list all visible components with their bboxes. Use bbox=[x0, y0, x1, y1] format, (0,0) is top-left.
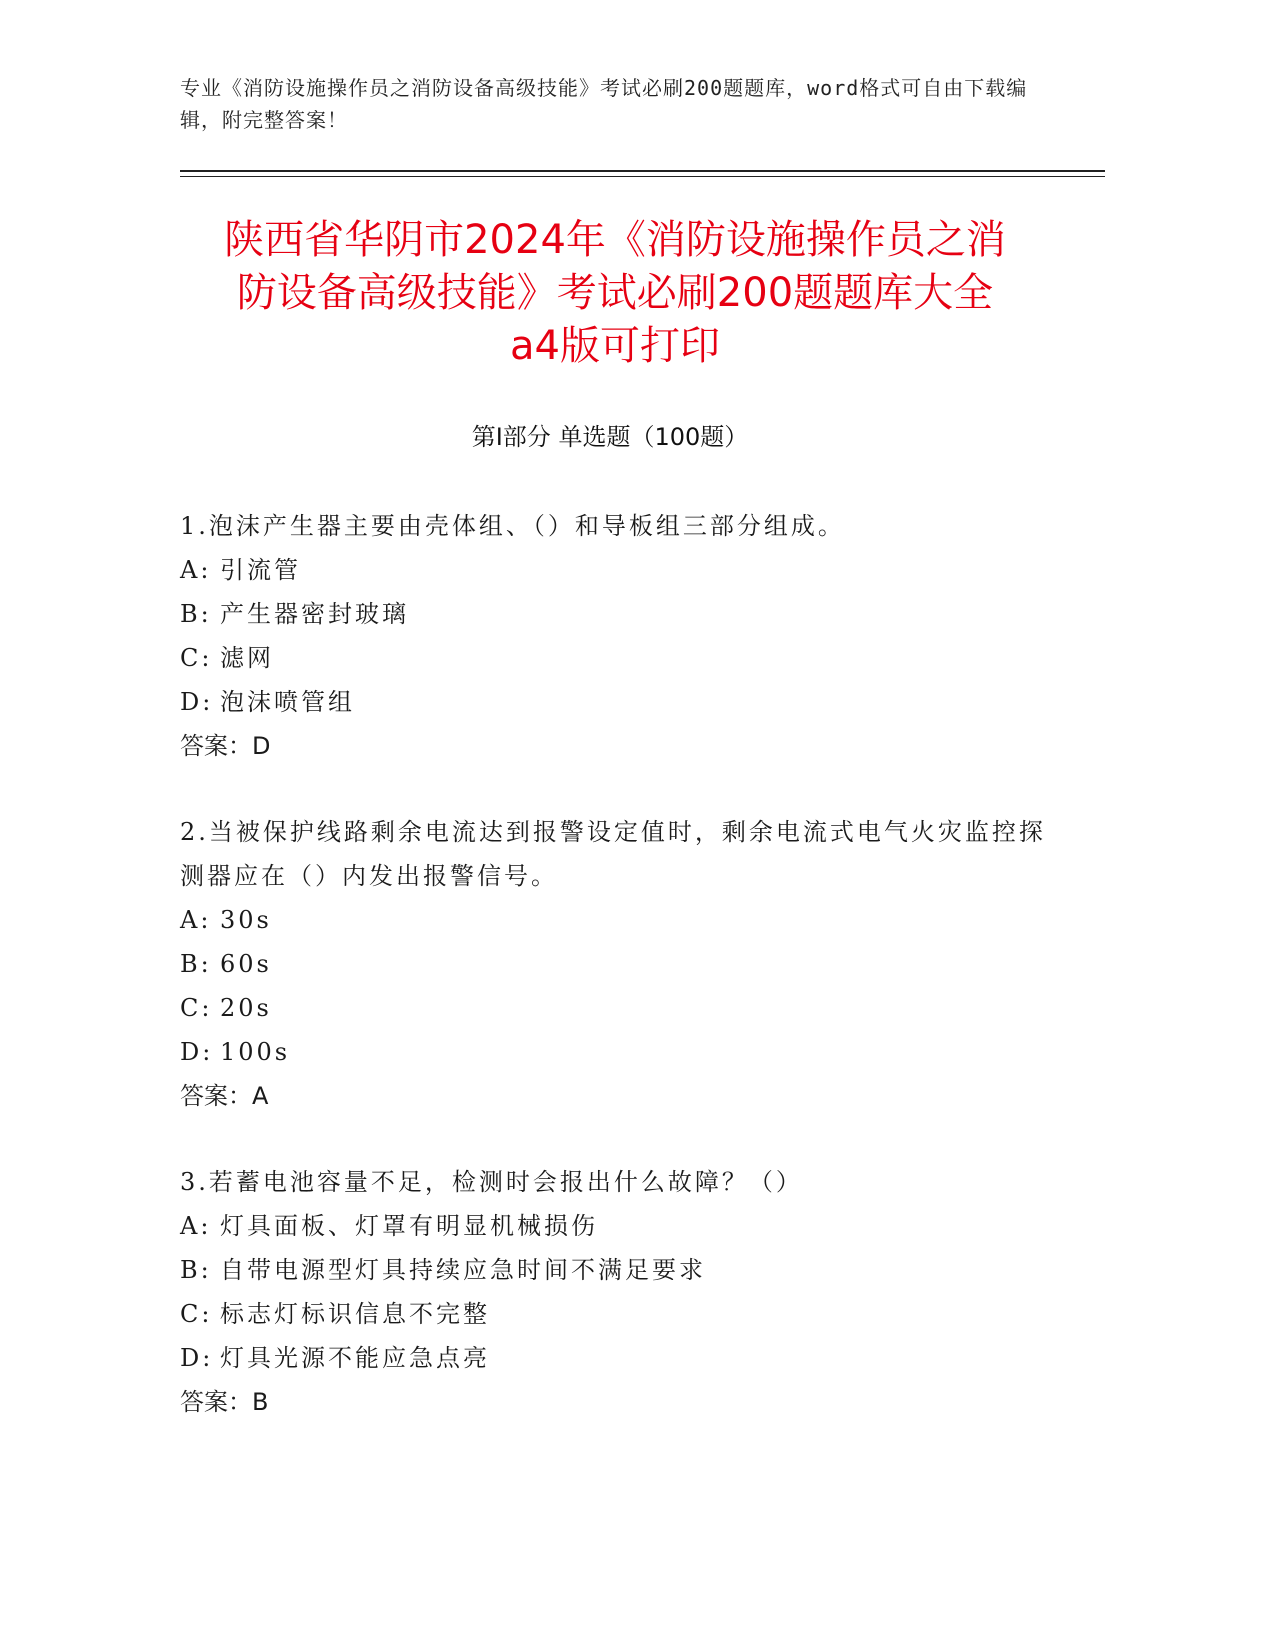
header-rule-thin bbox=[180, 176, 1105, 177]
option-key: A: bbox=[180, 906, 212, 934]
option-text: 滤网 bbox=[220, 644, 274, 672]
option-text: 自带电源型灯具持续应急时间不满足要求 bbox=[220, 1256, 706, 1284]
answer-line: 答案：B bbox=[180, 1388, 269, 1416]
question-stem: 2.当被保护线路剩余电流达到报警设定值时，剩余电流式电气火灾监控探测器应在（）内发出报警信号。 bbox=[180, 818, 1046, 890]
option-key: A: bbox=[180, 1212, 212, 1240]
option-key: B: bbox=[180, 950, 212, 978]
option-key: C: bbox=[180, 994, 213, 1022]
option-key: B: bbox=[180, 600, 212, 628]
option-b bbox=[180, 1248, 1060, 1292]
header-rule-thick bbox=[180, 170, 1105, 172]
option-text: 标志灯标识信息不完整 bbox=[220, 1300, 490, 1328]
option-key: B: bbox=[180, 1256, 212, 1284]
question-stem: 1.泡沫产生器主要由壳体组、（）和导板组三部分组成。 bbox=[180, 512, 845, 540]
option-c bbox=[180, 636, 1060, 680]
option-text: 产生器密封玻璃 bbox=[220, 600, 409, 628]
option-text: 20s bbox=[220, 994, 272, 1022]
option-text: 灯具面板、灯罩有明显机械损伤 bbox=[220, 1212, 598, 1240]
option-key: A: bbox=[180, 556, 212, 584]
option-d bbox=[180, 1336, 1060, 1380]
option-text: 60s bbox=[220, 950, 272, 978]
option-b bbox=[180, 942, 1060, 986]
main-title bbox=[175, 214, 1055, 373]
option-a bbox=[180, 1204, 1060, 1248]
option-text: 灯具光源不能应急点亮 bbox=[220, 1344, 490, 1372]
main-title-line-1: 陕西省华阴市2024年《消防设施操作员之消 bbox=[224, 217, 1006, 263]
question-list bbox=[180, 504, 1060, 1424]
option-key: C: bbox=[180, 644, 213, 672]
option-key: D: bbox=[180, 1038, 214, 1066]
option-d bbox=[180, 1030, 1060, 1074]
answer-line: 答案：A bbox=[180, 1082, 269, 1110]
question-item bbox=[180, 810, 1060, 1118]
option-b bbox=[180, 592, 1060, 636]
section-title: 第I部分 单选题（100题） bbox=[471, 423, 749, 451]
question-stem: 3.若蓄电池容量不足，检测时会报出什么故障？（） bbox=[180, 1168, 803, 1196]
option-c bbox=[180, 986, 1060, 1030]
option-a bbox=[180, 898, 1060, 942]
option-text: 泡沫喷管组 bbox=[220, 688, 355, 716]
answer-line: 答案：D bbox=[180, 732, 271, 760]
option-key: C: bbox=[180, 1300, 213, 1328]
main-title-line-2: 防设备高级技能》考试必刷200题题库大全 bbox=[236, 270, 994, 316]
option-d bbox=[180, 680, 1060, 724]
header-note: 专业《消防设施操作员之消防设备高级技能》考试必刷200题题库，word格式可自由下载编辑，附完整答案！ bbox=[180, 76, 1028, 132]
question-item bbox=[180, 1160, 1060, 1424]
option-a bbox=[180, 548, 1060, 592]
question-item bbox=[180, 504, 1060, 768]
option-text: 引流管 bbox=[220, 556, 301, 584]
option-key: D: bbox=[180, 688, 214, 716]
option-key: D: bbox=[180, 1344, 214, 1372]
option-text: 100s bbox=[220, 1038, 291, 1066]
main-title-line-3: a4版可打印 bbox=[510, 323, 720, 369]
option-c bbox=[180, 1292, 1060, 1336]
option-text: 30s bbox=[220, 906, 272, 934]
